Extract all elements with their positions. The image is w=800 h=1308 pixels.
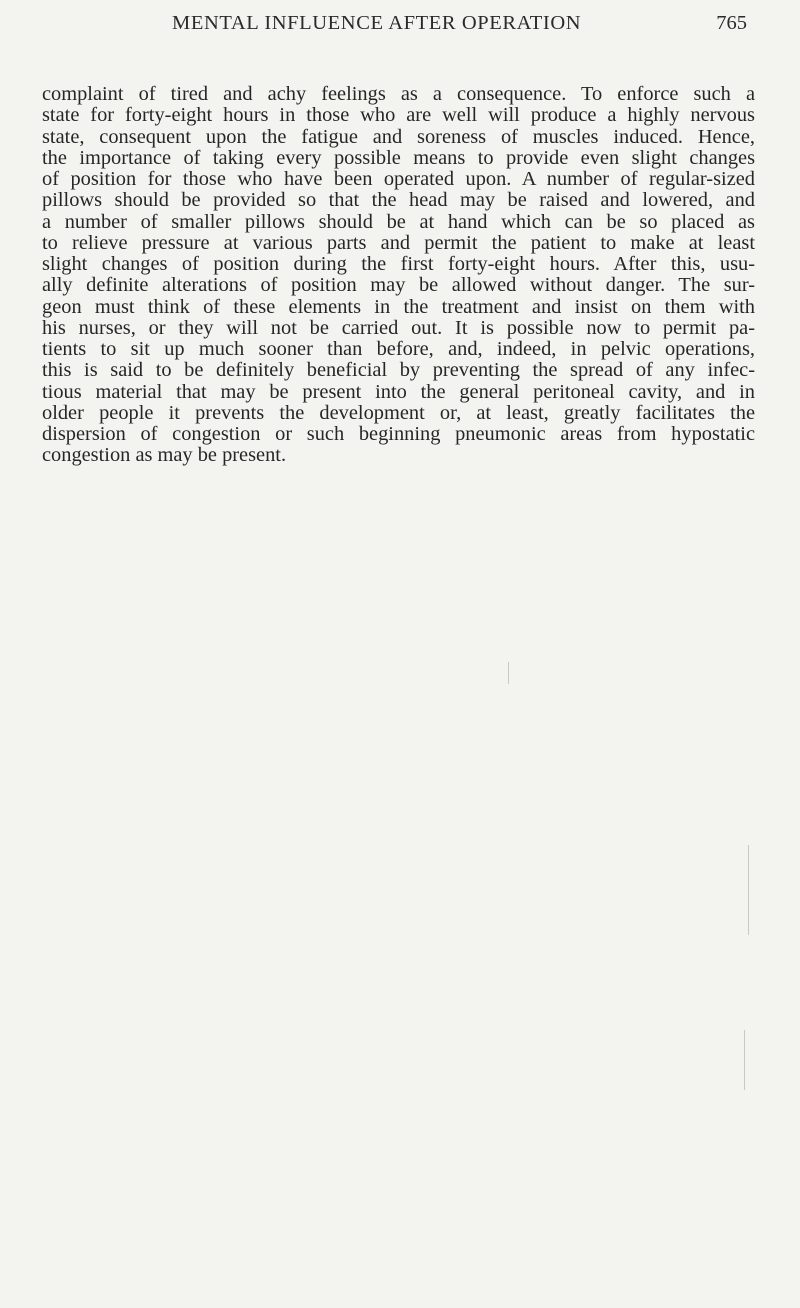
text-line: a number of smaller pillows should be at hand which can be so placed as — [42, 210, 755, 233]
text-line: geon must think of these elements in the treatment and insist on them with — [42, 295, 755, 318]
running-head-title: MENTAL INFLUENCE AFTER OPERATION — [172, 12, 582, 34]
text-line: ally definite alterations of position may be allowed without danger. The sur- — [42, 274, 755, 297]
text-line: the importance of taking every possible means to provide even slight changes — [42, 146, 755, 169]
text-line: state, consequent upon the fatigue and soreness of muscles induced. Hence, — [42, 125, 755, 148]
text-line: slight changes of position during the first forty-eight hours. After this, usu- — [42, 253, 755, 275]
text-line: tients to sit up much sooner than before, and, indeed, in pelvic operations, — [42, 338, 755, 360]
text-line: complaint of tired and achy feelings as a consequence. To enforce such a — [42, 83, 755, 105]
text-line: to relieve pressure at various parts and permit the patient to make at least — [42, 231, 755, 254]
paper-speck — [744, 1030, 745, 1090]
text-line: tious material that may be present into the general peritoneal cavity, and in — [42, 380, 755, 403]
text-line: this is said to be definitely beneficial by preventing the spread of any infec- — [42, 359, 755, 382]
text-line: of position for those who have been operated upon. A number of regular-sized — [42, 168, 755, 190]
paper-speck — [508, 662, 509, 684]
body-paragraph — [42, 84, 755, 467]
text-line: pillows should be provided so that the head may be raised and lowered, and — [42, 189, 755, 212]
paper-speck — [748, 845, 749, 935]
page-number: 765 — [716, 12, 747, 34]
text-line: older people it prevents the development or, at least, greatly facilitates the — [42, 401, 755, 424]
text-line: state for forty-eight hours in those who are well will produce a highly nervous — [42, 104, 755, 127]
text-line: his nurses, or they will not be carried out. It is possible now to permit pa- — [42, 316, 755, 339]
running-head — [172, 12, 772, 42]
text-line-last: congestion as may be present. — [42, 444, 287, 467]
text-line: dispersion of congestion or such beginning pneumonic areas from hypostatic — [42, 423, 755, 445]
